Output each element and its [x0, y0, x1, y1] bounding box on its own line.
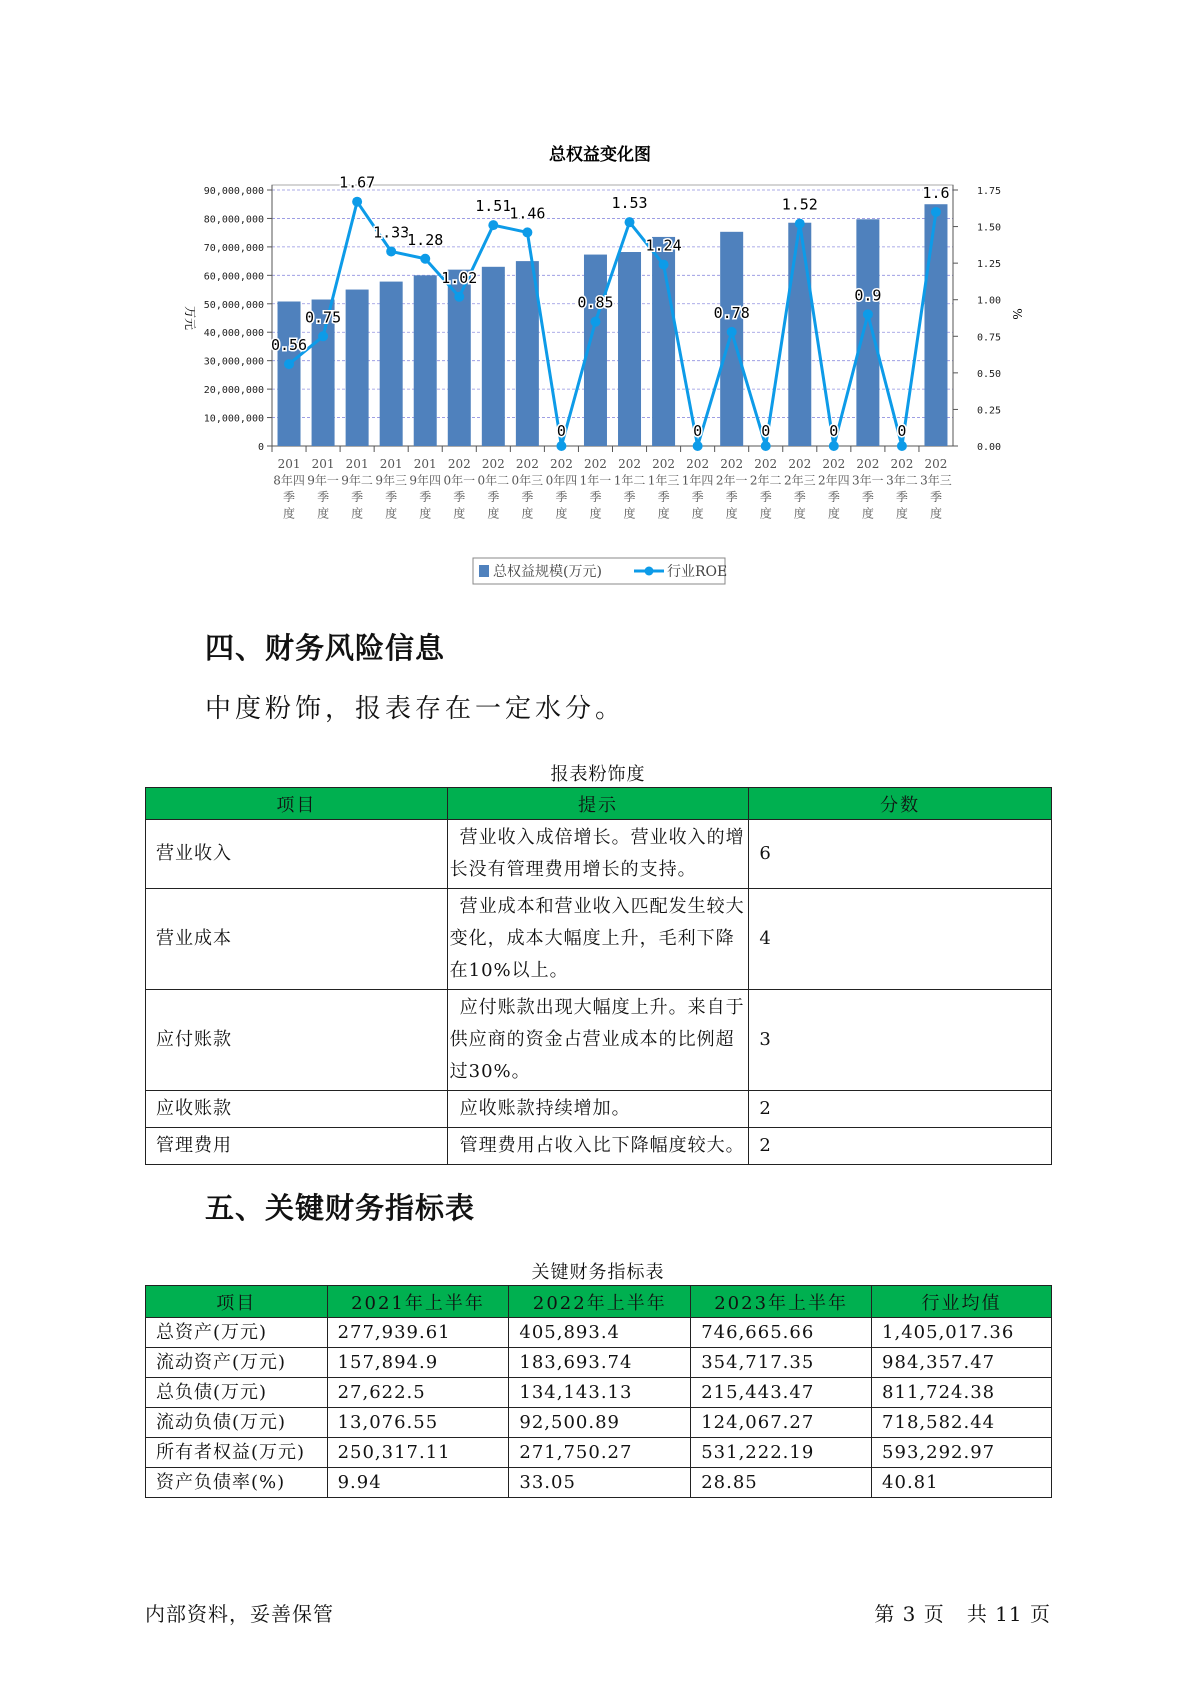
y-tick-label-left: 10,000,000 — [203, 413, 264, 425]
risk-table-caption: 报表粉饰度 — [550, 764, 646, 785]
kpi-header-2021h1: 2021年上半年 — [327, 1286, 509, 1318]
y-tick-label-left: 30,000,000 — [203, 356, 264, 368]
y-tick-label-right: 0.50 — [977, 368, 1002, 380]
roe-point — [284, 359, 294, 369]
kpi-table — [145, 1285, 1052, 1498]
roe-point — [727, 327, 737, 337]
kpi-cell: 215,443.47 — [691, 1378, 872, 1408]
kpi-row — [146, 1348, 1052, 1378]
x-tick-label: 202 2年一季度 — [715, 457, 748, 521]
roe-point — [625, 217, 635, 227]
kpi-cell: 593,292.97 — [872, 1438, 1052, 1468]
roe-data-label: 0 — [556, 422, 566, 440]
kpi-cell: 157,894.9 — [327, 1348, 509, 1378]
risk-score: 3 — [749, 990, 1052, 1091]
risk-tip: 应付账款出现大幅度上升。来自于供应商的资金占营业成本的比例超过30%。 — [447, 990, 749, 1091]
roe-point — [659, 260, 669, 270]
roe-data-label: 0.9 — [854, 286, 882, 305]
kpi-cell: 13,076.55 — [327, 1408, 509, 1438]
kpi-cell: 746,665.66 — [691, 1318, 872, 1348]
kpi-table-header — [146, 1286, 1052, 1318]
kpi-cell: 28.85 — [691, 1468, 872, 1498]
roe-data-label: 1.52 — [781, 195, 818, 214]
risk-item: 营业收入 — [146, 820, 448, 889]
x-tick-label: 201 9年三季度 — [375, 457, 407, 521]
risk-row — [146, 889, 1052, 990]
equity-chart-svg — [0, 0, 1191, 600]
y-tick-label-right: 0.25 — [977, 405, 1002, 417]
equity-bar — [482, 267, 505, 446]
x-tick-label: 202 1年二季度 — [613, 457, 646, 521]
roe-point — [863, 309, 873, 319]
legend-line-marker — [645, 567, 654, 576]
roe-data-label: 0.78 — [713, 303, 750, 322]
footer-confidential: 内部资料，妥善保管 — [145, 1602, 334, 1626]
kpi-cell: 984,357.47 — [872, 1348, 1052, 1378]
section4-title: 四、财务风险信息 — [205, 631, 446, 665]
kpi-cell: 271,750.27 — [509, 1438, 691, 1468]
x-tick-label: 202 2年二季度 — [749, 457, 782, 521]
kpi-cell: 27,622.5 — [327, 1378, 509, 1408]
kpi-cell: 1,405,017.36 — [872, 1318, 1052, 1348]
roe-data-label: 1.24 — [645, 236, 682, 255]
roe-point — [318, 331, 328, 341]
roe-point — [420, 254, 430, 264]
x-tick-label: 201 9年二季度 — [341, 457, 373, 521]
x-tick-label: 202 0年三季度 — [511, 457, 544, 521]
roe-point — [352, 197, 362, 207]
equity-bar — [414, 275, 437, 446]
footer-page-number: 第 3 页 共 11 页 — [874, 1602, 1051, 1626]
kpi-cell: 资产负债率(%) — [146, 1468, 328, 1498]
equity-bar — [380, 282, 403, 446]
y-tick-label-left: 0 — [257, 442, 264, 453]
x-tick-label: 202 0年一季度 — [443, 457, 476, 521]
roe-data-label: 1.51 — [475, 197, 512, 216]
kpi-table-caption: 关键财务指标表 — [531, 1262, 665, 1283]
y-tick-label-left: 20,000,000 — [203, 385, 264, 397]
roe-point — [795, 219, 805, 229]
roe-data-label: 1.28 — [407, 230, 444, 249]
x-tick-label: 202 1年三季度 — [647, 457, 680, 521]
risk-table-header — [146, 788, 1052, 820]
chart-legend — [473, 558, 727, 584]
kpi-cell: 811,724.38 — [872, 1378, 1052, 1408]
kpi-cell: 124,067.27 — [691, 1408, 872, 1438]
risk-tip: 应收账款持续增加。 — [447, 1091, 749, 1128]
risk-score: 2 — [749, 1128, 1052, 1165]
y-tick-label-right: 1.25 — [977, 259, 1002, 271]
section4-summary: 中度粉饰，报表存在一定水分。 — [205, 694, 626, 724]
kpi-cell: 277,939.61 — [327, 1318, 509, 1348]
roe-point — [386, 246, 396, 256]
kpi-header-item: 项目 — [146, 1286, 328, 1318]
risk-score: 2 — [749, 1091, 1052, 1128]
x-tick-label: 202 3年二季度 — [886, 457, 918, 521]
x-tick-label: 202 1年四季度 — [681, 457, 714, 521]
kpi-cell: 718,582.44 — [872, 1408, 1052, 1438]
roe-point — [488, 220, 498, 230]
roe-point — [761, 441, 771, 451]
equity-bar — [720, 232, 743, 446]
roe-point — [454, 292, 464, 302]
kpi-cell: 9.94 — [327, 1468, 509, 1498]
risk-row — [146, 1128, 1052, 1165]
roe-data-label: 1.53 — [611, 194, 648, 213]
kpi-cell: 总资产(万元) — [146, 1318, 328, 1348]
kpi-cell: 92,500.89 — [509, 1408, 691, 1438]
x-tick-label: 202 1年一季度 — [579, 457, 612, 521]
roe-data-label: 1.6 — [922, 183, 950, 202]
risk-item: 营业成本 — [146, 889, 448, 990]
legend-bar-swatch — [479, 565, 489, 577]
legend-line-label: 行业ROE — [667, 564, 728, 580]
equity-bar — [788, 223, 811, 446]
roe-data-label: 0.75 — [305, 308, 342, 327]
risk-tip: 营业成本和营业收入匹配发生较大变化，成本大幅度上升，毛利下降在10%以上。 — [447, 889, 749, 990]
kpi-cell: 总负债(万元) — [146, 1378, 328, 1408]
chart-ylabel-right: % — [1010, 308, 1024, 320]
y-tick-label-right: 1.75 — [977, 186, 1002, 197]
x-tick-label: 202 2年四季度 — [818, 457, 850, 521]
kpi-cell: 531,222.19 — [691, 1438, 872, 1468]
y-tick-label-left: 80,000,000 — [203, 214, 264, 226]
kpi-row — [146, 1438, 1052, 1468]
equity-bar — [278, 302, 301, 446]
kpi-row — [146, 1468, 1052, 1498]
kpi-header-2022h1: 2022年上半年 — [509, 1286, 691, 1318]
risk-row — [146, 1091, 1052, 1128]
x-tick-label: 202 3年三季度 — [920, 457, 952, 521]
kpi-row — [146, 1378, 1052, 1408]
risk-item: 应付账款 — [146, 990, 448, 1091]
y-tick-label-left: 50,000,000 — [203, 299, 264, 311]
roe-point — [522, 227, 532, 237]
y-tick-label-left: 90,000,000 — [203, 186, 264, 197]
y-tick-label-left: 60,000,000 — [203, 271, 264, 283]
roe-data-label: 1.02 — [441, 268, 478, 287]
kpi-cell: 流动资产(万元) — [146, 1348, 328, 1378]
kpi-cell: 250,317.11 — [327, 1438, 509, 1468]
roe-data-label: 0.56 — [270, 336, 308, 355]
equity-bar — [346, 290, 369, 446]
roe-data-label: 0 — [897, 422, 907, 440]
kpi-row — [146, 1408, 1052, 1438]
x-tick-label: 202 0年四季度 — [545, 457, 578, 521]
kpi-cell: 40.81 — [872, 1468, 1052, 1498]
chart-ylabel-left: 万元 — [183, 305, 197, 331]
risk-item: 应收账款 — [146, 1091, 448, 1128]
y-tick-label-right: 1.00 — [977, 295, 1002, 307]
kpi-cell: 405,893.4 — [509, 1318, 691, 1348]
y-tick-label-left: 40,000,000 — [203, 328, 264, 340]
y-tick-label-right: 0.75 — [977, 332, 1002, 344]
risk-row — [146, 820, 1052, 889]
equity-bar — [924, 204, 947, 446]
roe-data-label: 0.85 — [577, 293, 614, 312]
x-tick-label: 201 9年一季度 — [307, 457, 339, 521]
risk-header-tip: 提示 — [447, 788, 749, 820]
roe-data-label: 0 — [761, 422, 771, 440]
roe-point — [693, 441, 703, 451]
kpi-cell: 134,143.13 — [509, 1378, 691, 1408]
roe-point — [897, 441, 907, 451]
y-tick-label-left: 70,000,000 — [203, 242, 264, 254]
roe-point — [556, 441, 566, 451]
x-tick-label: 201 9年四季度 — [409, 457, 442, 521]
roe-data-label: 1.33 — [373, 223, 410, 242]
kpi-header-2023h1: 2023年上半年 — [691, 1286, 872, 1318]
risk-table — [145, 787, 1052, 1165]
equity-chart — [0, 0, 1191, 600]
section5-title: 五、关键财务指标表 — [205, 1191, 476, 1225]
x-tick-label: 202 3年一季度 — [852, 457, 884, 521]
kpi-cell: 354,717.35 — [691, 1348, 872, 1378]
kpi-cell: 流动负债(万元) — [146, 1408, 328, 1438]
chart-title: 总权益变化图 — [549, 145, 651, 165]
equity-bar — [854, 219, 882, 446]
roe-point — [931, 207, 941, 217]
x-tick-label: 201 8年四季度 — [273, 457, 305, 521]
risk-header-item: 项目 — [146, 788, 448, 820]
legend-bar-label: 总权益规模(万元) — [493, 564, 602, 580]
risk-tip: 管理费用占收入比下降幅度较大。 — [447, 1128, 749, 1165]
roe-data-label: 0 — [829, 422, 839, 440]
x-tick-label: 202 2年三季度 — [783, 457, 816, 521]
roe-data-label: 0 — [693, 422, 703, 440]
kpi-cell: 183,693.74 — [509, 1348, 691, 1378]
x-tick-label: 202 0年二季度 — [477, 457, 510, 521]
risk-score: 4 — [749, 889, 1052, 990]
risk-header-score: 分数 — [749, 788, 1052, 820]
roe-point — [829, 441, 839, 451]
roe-data-label: 1.67 — [339, 173, 376, 192]
kpi-cell: 33.05 — [509, 1468, 691, 1498]
y-tick-label-right: 0.00 — [977, 442, 1002, 453]
roe-point — [590, 317, 600, 327]
roe-data-label: 1.46 — [509, 204, 546, 223]
kpi-header-industry-avg: 行业均值 — [872, 1286, 1052, 1318]
kpi-cell: 所有者权益(万元) — [146, 1438, 328, 1468]
risk-tip: 营业收入成倍增长。营业收入的增长没有管理费用增长的支持。 — [447, 820, 749, 889]
y-tick-label-right: 1.50 — [977, 222, 1002, 234]
risk-row — [146, 990, 1052, 1091]
risk-item: 管理费用 — [146, 1128, 448, 1165]
kpi-row — [146, 1318, 1052, 1348]
risk-score: 6 — [749, 820, 1052, 889]
equity-bar — [618, 252, 641, 446]
